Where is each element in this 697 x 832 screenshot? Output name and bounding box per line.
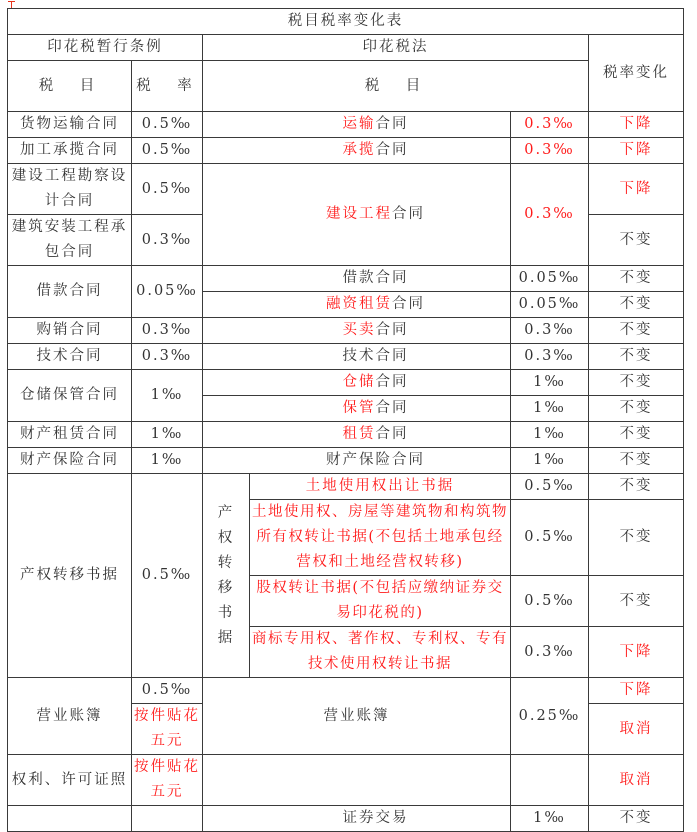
new-rate: 0.3‰ xyxy=(511,164,589,266)
new-rate: 0.5‰ xyxy=(511,500,589,576)
new-item: 借款合同 xyxy=(203,266,511,292)
rate-change: 不变 xyxy=(589,448,684,474)
header-old-law: 印花税暂行条例 xyxy=(8,35,203,61)
new-rate: 0.3‰ xyxy=(511,344,589,370)
old-item: 建设工程勘察设计合同 xyxy=(8,164,132,215)
transfer-group-label: 产 权 转 移 书 据 xyxy=(203,474,250,678)
table-title: 税目税率变化表 xyxy=(8,9,684,35)
new-item: 建设工程合同 xyxy=(203,164,511,266)
new-item: 保管合同 xyxy=(203,396,511,422)
old-rate: 0.05‰ xyxy=(132,266,203,318)
new-rate: 0.5‰ xyxy=(511,474,589,500)
rate-change: 不变 xyxy=(589,474,684,500)
old-item: 货物运输合同 xyxy=(8,112,132,138)
new-item: 财产保险合同 xyxy=(203,448,511,474)
tax-rate-change-table xyxy=(7,8,684,832)
old-rate: 1‰ xyxy=(132,422,203,448)
rate-change: 下降 xyxy=(589,678,684,704)
rate-change: 不变 xyxy=(589,318,684,344)
old-rate: 0.5‰ xyxy=(132,112,203,138)
new-rate: 1‰ xyxy=(511,448,589,474)
transfer-item: 商标专用权、著作权、专利权、专有技术使用权转让书据 xyxy=(250,627,511,678)
new-item: 技术合同 xyxy=(203,344,511,370)
new-item: 仓储合同 xyxy=(203,370,511,396)
new-item xyxy=(203,755,511,806)
old-rate: 1‰ xyxy=(132,370,203,422)
new-rate: 0.3‰ xyxy=(511,627,589,678)
new-rate: 0.3‰ xyxy=(511,112,589,138)
rate-change: 不变 xyxy=(589,344,684,370)
header-new-law: 印花税法 xyxy=(203,35,589,61)
new-rate: 0.05‰ xyxy=(511,266,589,292)
new-item: 租赁合同 xyxy=(203,422,511,448)
old-rate: 按件贴花五元 xyxy=(132,704,203,755)
rate-change: 下降 xyxy=(589,138,684,164)
new-rate: 0.5‰ xyxy=(511,576,589,627)
old-item: 财产租赁合同 xyxy=(8,422,132,448)
new-rate: 1‰ xyxy=(511,396,589,422)
new-rate: 1‰ xyxy=(511,806,589,832)
new-rate: 1‰ xyxy=(511,422,589,448)
new-rate: 0.05‰ xyxy=(511,292,589,318)
old-rate xyxy=(132,806,203,832)
rate-change: 不变 xyxy=(589,292,684,318)
new-item: 营业账簿 xyxy=(203,678,511,755)
rate-change: 不变 xyxy=(589,422,684,448)
old-item xyxy=(8,806,132,832)
old-item: 权利、许可证照 xyxy=(8,755,132,806)
transfer-item: 股权转让书据(不包括应缴纳证券交易印花税的) xyxy=(250,576,511,627)
old-item: 加工承揽合同 xyxy=(8,138,132,164)
new-rate: 0.25‰ xyxy=(511,678,589,755)
old-item: 财产保险合同 xyxy=(8,448,132,474)
transfer-item: 土地使用权、房屋等建筑物和构筑物所有权转让书据(不包括土地承包经营权和土地经营权转移) xyxy=(250,500,511,576)
new-rate: 0.3‰ xyxy=(511,318,589,344)
old-rate: 0.3‰ xyxy=(132,215,203,266)
rate-change: 下降 xyxy=(589,627,684,678)
rate-change: 不变 xyxy=(589,215,684,266)
old-item: 仓储保管合同 xyxy=(8,370,132,422)
old-item: 购销合同 xyxy=(8,318,132,344)
rate-change: 不变 xyxy=(589,370,684,396)
rate-change: 取消 xyxy=(589,755,684,806)
header-change: 税率变化 xyxy=(589,35,684,112)
new-rate: 0.3‰ xyxy=(511,138,589,164)
old-item: 建筑安装工程承包合同 xyxy=(8,215,132,266)
old-item: 营业账簿 xyxy=(8,678,132,755)
corner-mark xyxy=(8,0,16,8)
rate-change: 下降 xyxy=(589,112,684,138)
old-rate: 0.5‰ xyxy=(132,164,203,215)
new-item: 买卖合同 xyxy=(203,318,511,344)
rate-change: 不变 xyxy=(589,396,684,422)
old-rate: 按件贴花五元 xyxy=(132,755,203,806)
new-item: 证券交易 xyxy=(203,806,511,832)
header-old-rate: 税 率 xyxy=(132,61,203,112)
old-item: 产权转移书据 xyxy=(8,474,132,678)
rate-change: 不变 xyxy=(589,576,684,627)
transfer-item: 土地使用权出让书据 xyxy=(250,474,511,500)
new-rate xyxy=(511,755,589,806)
rate-change: 下降 xyxy=(589,164,684,215)
old-rate: 0.5‰ xyxy=(132,474,203,678)
new-item: 运输合同 xyxy=(203,112,511,138)
old-item: 技术合同 xyxy=(8,344,132,370)
rate-change: 不变 xyxy=(589,500,684,576)
new-item: 承揽合同 xyxy=(203,138,511,164)
old-rate: 0.5‰ xyxy=(132,138,203,164)
header-new-item: 税 目 xyxy=(203,61,589,112)
new-item: 融资租赁合同 xyxy=(203,292,511,318)
rate-change: 取消 xyxy=(589,704,684,755)
rate-change: 不变 xyxy=(589,266,684,292)
header-old-item: 税 目 xyxy=(8,61,132,112)
old-rate: 1‰ xyxy=(132,448,203,474)
old-rate: 0.3‰ xyxy=(132,318,203,344)
new-rate: 1‰ xyxy=(511,370,589,396)
old-rate: 0.5‰ xyxy=(132,678,203,704)
rate-change: 不变 xyxy=(589,806,684,832)
old-item: 借款合同 xyxy=(8,266,132,318)
old-rate: 0.3‰ xyxy=(132,344,203,370)
